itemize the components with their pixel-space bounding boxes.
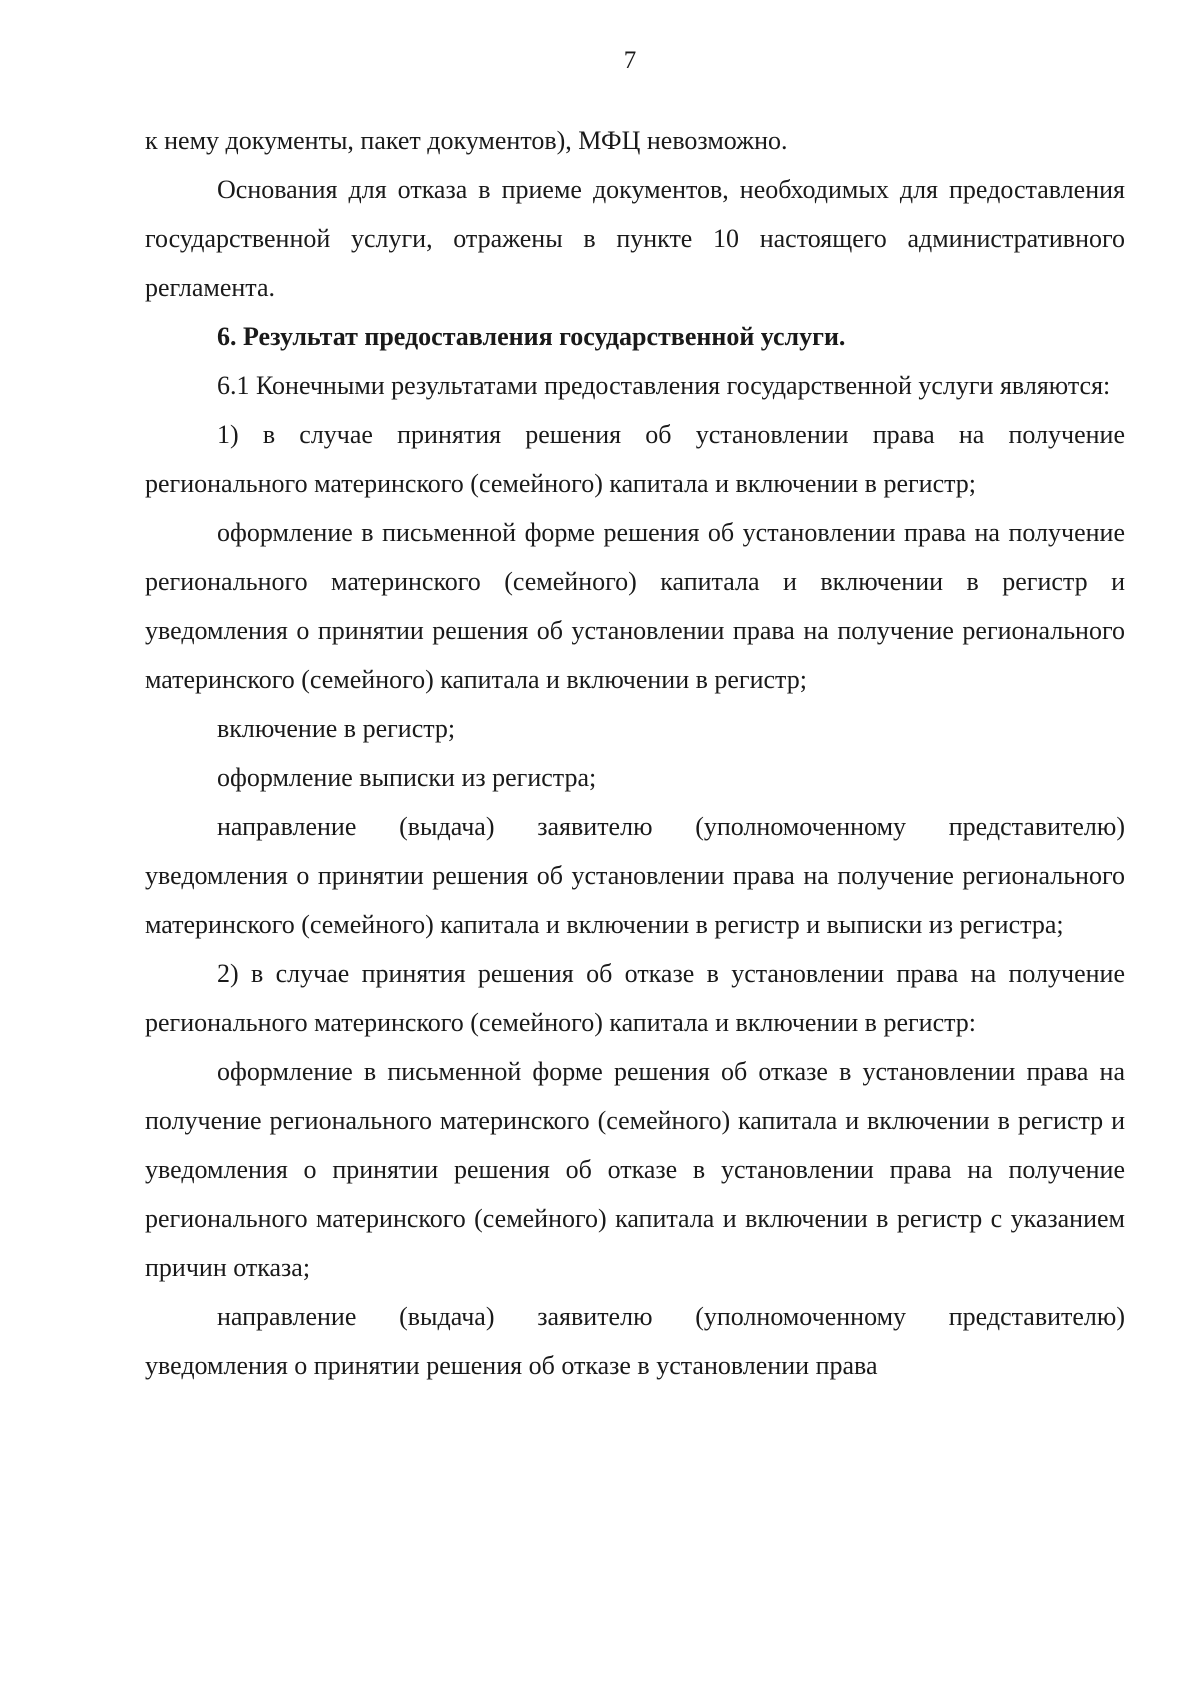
paragraph-item-2: 2) в случае принятия решения об отказе в установлении права на получение регионального материнского (семейного) капитала и включении в регистр: bbox=[145, 959, 1125, 1037]
paragraph-continuation: к нему документы, пакет документов), МФЦ невозможно. bbox=[145, 126, 788, 155]
document-body bbox=[145, 116, 1125, 1390]
section-heading: 6. Результат предоставления государственной услуги. bbox=[217, 322, 846, 351]
paragraph-refusal-written-decision: оформление в письменной форме решения об отказе в установлении права на получение регионального материнского (семейного) капитала и включении в регистр и уведомления о принятии решения об отказе в установлении права на получение регионального материнского (семейного) капитала и включении в регистр с указанием причин отказа; bbox=[145, 1057, 1125, 1282]
paragraph-register-extract: оформление выписки из регистра; bbox=[217, 763, 597, 792]
paragraph-register-inclusion: включение в регистр; bbox=[217, 714, 456, 743]
paragraph-6-1: 6.1 Конечными результатами предоставления государственной услуги являются: bbox=[217, 371, 1111, 400]
paragraph-refusal-notification: направление (выдача) заявителю (уполномоченному представителю) уведомления о принятии решения об отказе в установлении права bbox=[145, 1302, 1125, 1380]
page-number: 7 bbox=[623, 47, 637, 74]
paragraph-refusal-grounds: Основания для отказа в приеме документов, необходимых для предоставления государственной услуги, отражены в пункте 10 настоящего административного регламента. bbox=[145, 175, 1125, 302]
paragraph-item-1: 1) в случае принятия решения об установлении права на получение регионального материнского (семейного) капитала и включении в регистр; bbox=[145, 420, 1125, 498]
paragraph-notification-delivery: направление (выдача) заявителю (уполномоченному представителю) уведомления о принятии решения об установлении права на получение регионального материнского (семейного) капитала и включении в регистр и выписки из регистра; bbox=[145, 812, 1125, 939]
paragraph-written-decision: оформление в письменной форме решения об установлении права на получение регионального материнского (семейного) капитала и включении в регистр и уведомления о принятии решения об установлении права на получение регионального материнского (семейного) капитала и включении в регистр; bbox=[145, 518, 1125, 694]
